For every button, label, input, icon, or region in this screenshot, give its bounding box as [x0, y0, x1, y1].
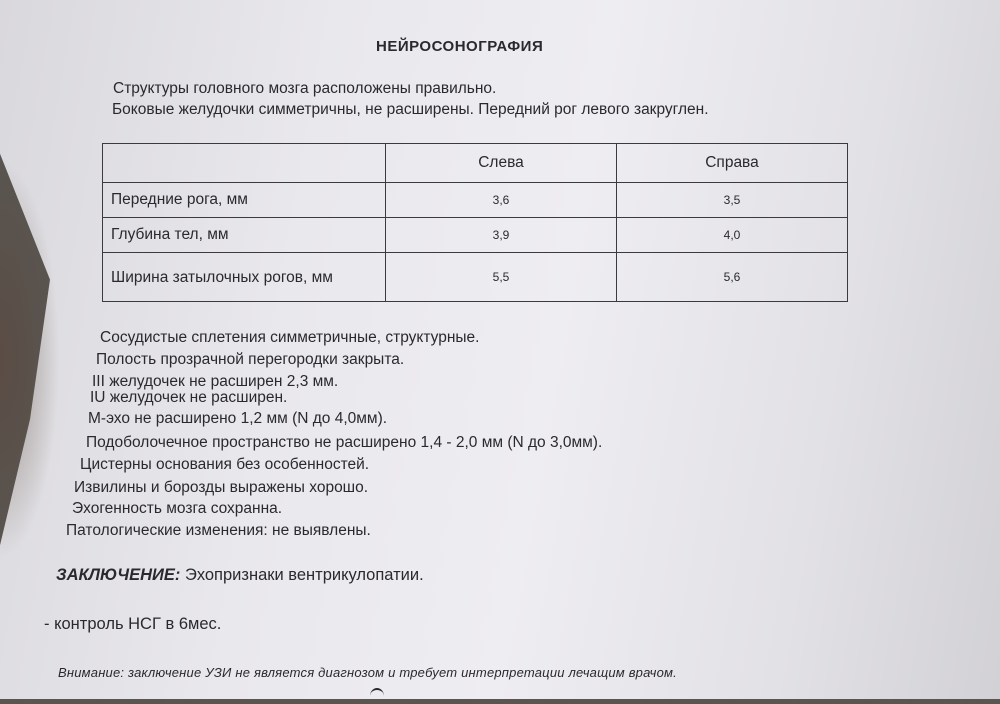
conclusion: [56, 566, 424, 585]
conclusion-text: Эхопризнаки вентрикулопатии.: [180, 566, 424, 584]
row-left-value: 3,9: [386, 218, 617, 253]
row-label: Передние рога, мм: [103, 183, 386, 218]
finding-line: Эхогенность мозга сохранна.: [72, 500, 283, 517]
row-label: Ширина затылочных рогов, мм: [103, 253, 386, 302]
row-left-value: 3,6: [386, 183, 617, 218]
finding-line: Сосудистые сплетения симметричные, структурные.: [100, 329, 480, 346]
footer-note: Внимание: заключение УЗИ не является диагнозом и требует интерпретации лечащим врачом.: [58, 665, 677, 680]
table-row: [103, 253, 848, 302]
measurements-table: [102, 143, 848, 302]
recommendation: - контроль НСГ в 6мес.: [44, 615, 222, 633]
intro-line-2: Боковые желудочки симметричны, не расширены. Передний рог левого закруглен.: [112, 101, 709, 118]
conclusion-label: ЗАКЛЮЧЕНИЕ:: [56, 566, 181, 584]
finding-line: IU желудочек не расширен.: [90, 389, 288, 406]
finding-line: Подоболочечное пространство не расширено 1,4 - 2,0 мм (N до 3,0мм).: [86, 434, 603, 451]
finding-line: III желудочек не расширен 2,3 мм.: [92, 373, 339, 390]
document-title: НЕЙРОСОНОГРАФИЯ: [376, 38, 544, 55]
header-empty: [103, 144, 386, 183]
table-row: [103, 218, 848, 253]
row-right-value: 3,5: [617, 183, 848, 218]
finding-line: Патологические изменения: не выявлены.: [66, 522, 371, 539]
table-row: [103, 183, 848, 218]
table-header-row: [103, 144, 848, 183]
paper-edge-shadow: [0, 160, 60, 560]
finding-line: М-эхо не расширено 1,2 мм (N до 4,0мм).: [88, 410, 388, 427]
row-right-value: 5,6: [617, 253, 848, 302]
intro-line-1: Структуры головного мозга расположены правильно.: [113, 80, 497, 97]
row-left-value: 5,5: [386, 253, 617, 302]
handwritten-mark: [370, 688, 384, 704]
finding-line: Цистерны основания без особенностей.: [80, 456, 370, 473]
row-right-value: 4,0: [617, 218, 848, 253]
header-left: Слева: [386, 144, 617, 183]
finding-line: Извилины и борозды выражены хорошо.: [74, 479, 369, 496]
row-label: Глубина тел, мм: [103, 218, 386, 253]
header-right: Справа: [617, 144, 848, 183]
finding-line: Полость прозрачной перегородки закрыта.: [96, 351, 405, 368]
